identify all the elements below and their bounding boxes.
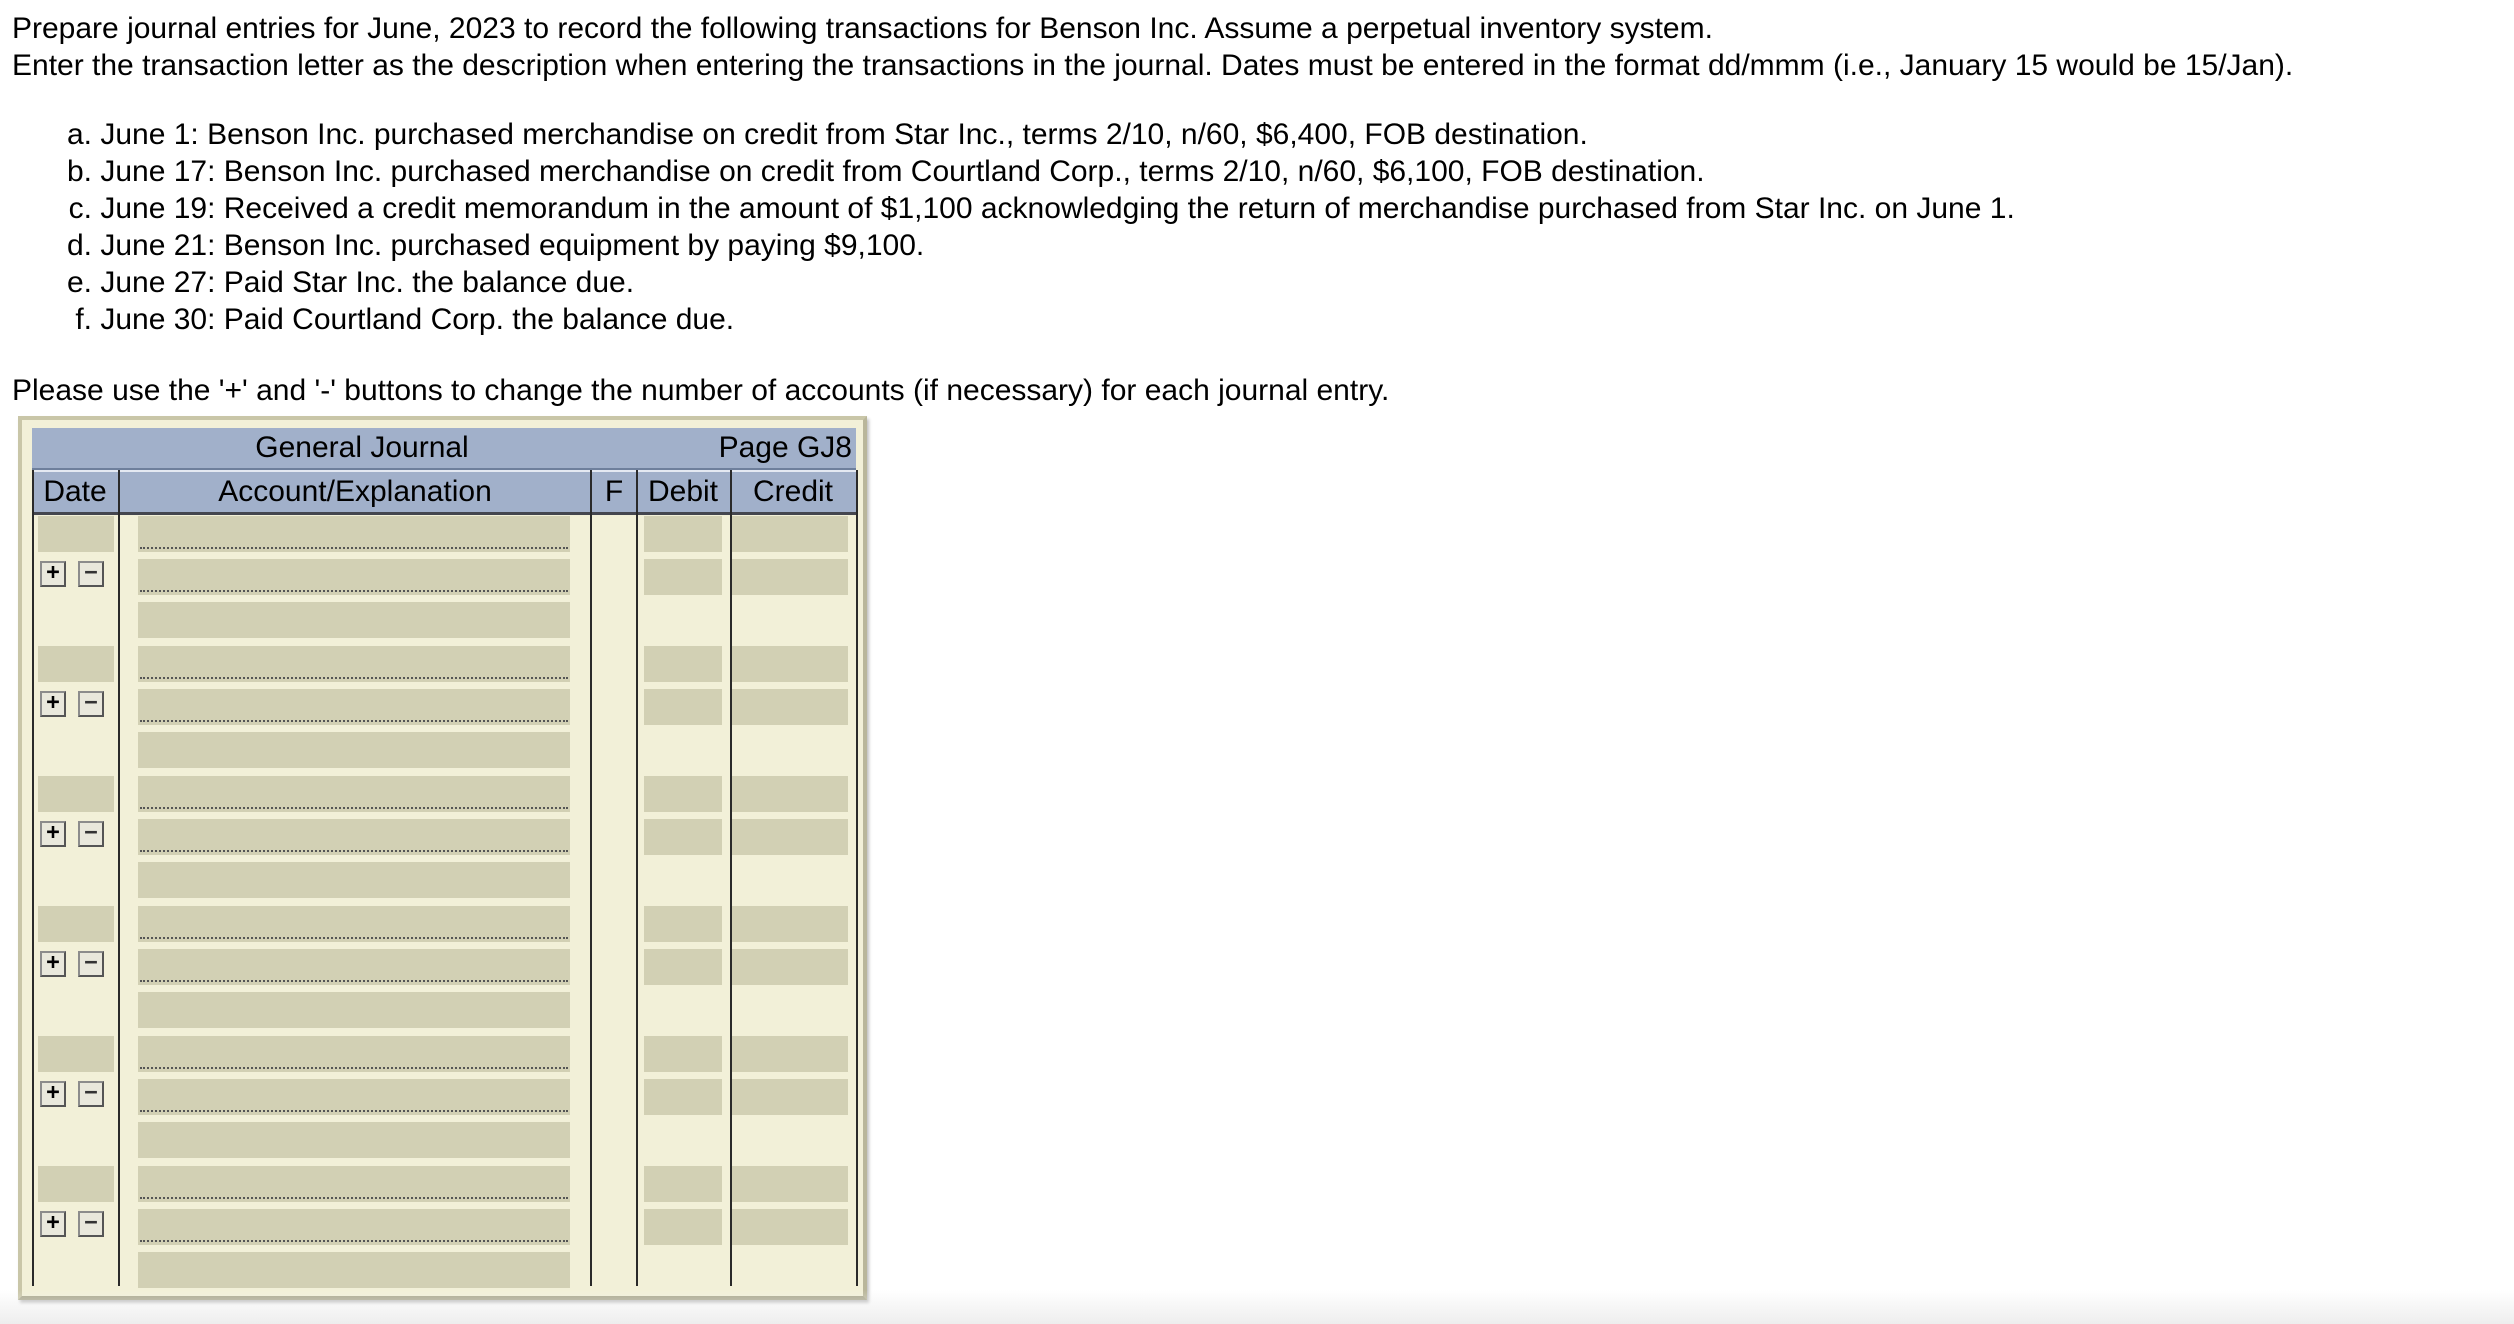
input-underline	[140, 720, 568, 722]
journal-entry-6-credit-line	[32, 1205, 856, 1249]
input-underline	[140, 937, 568, 939]
column-header-f: F	[604, 475, 624, 508]
input-underline	[140, 677, 568, 679]
add-account-button[interactable]: +	[40, 691, 66, 717]
remove-account-button[interactable]: −	[78, 821, 104, 847]
explanation-input[interactable]	[138, 862, 570, 898]
journal-entry-1-credit-line	[32, 555, 856, 599]
input-underline	[140, 980, 568, 982]
account-input[interactable]	[138, 559, 570, 595]
transaction-letter: c.	[68, 192, 92, 225]
credit-input[interactable]	[732, 906, 848, 942]
input-underline	[140, 590, 568, 592]
row-buttons	[40, 951, 104, 977]
journal-entry-1-explanation-line	[32, 598, 856, 642]
debit-input[interactable]	[644, 1036, 722, 1072]
journal-entry-2-credit-line	[32, 685, 856, 729]
transaction-e	[55, 264, 2015, 301]
debit-input[interactable]	[644, 949, 722, 985]
buttons-note: Please use the '+' and '-' buttons to change the number of accounts (if necessary) for each journal entry.	[12, 374, 1390, 407]
transaction-f	[55, 301, 2015, 338]
journal-entry-4-debit-line	[32, 902, 856, 946]
add-account-button[interactable]: +	[40, 561, 66, 587]
debit-input[interactable]	[644, 1166, 722, 1202]
journal-entry-3-debit-line	[32, 772, 856, 816]
date-input[interactable]	[38, 776, 114, 812]
journal-entry-5-explanation-line	[32, 1118, 856, 1162]
add-account-button[interactable]: +	[40, 951, 66, 977]
debit-input[interactable]	[644, 646, 722, 682]
general-journal	[18, 416, 867, 1300]
add-account-button[interactable]: +	[40, 1081, 66, 1107]
transaction-text: June 19: Received a credit memorandum in the amount of $1,100 acknowledging the return of merchandise purchased from Star Inc. on June 1.	[100, 192, 2015, 225]
row-buttons	[40, 821, 104, 847]
transaction-text: June 1: Benson Inc. purchased merchandise on credit from Star Inc., terms 2/10, n/60, $6,400, FOB destination.	[100, 118, 1588, 151]
row-buttons	[40, 1211, 104, 1237]
input-underline	[140, 850, 568, 852]
transaction-text: June 30: Paid Courtland Corp. the balance due.	[100, 303, 735, 336]
input-underline	[140, 547, 568, 549]
transaction-text: June 21: Benson Inc. purchased equipment by paying $9,100.	[100, 229, 925, 262]
credit-input[interactable]	[732, 516, 848, 552]
explanation-input[interactable]	[138, 602, 570, 638]
date-input[interactable]	[38, 906, 114, 942]
account-input[interactable]	[138, 646, 570, 682]
transaction-letter: f.	[75, 303, 92, 336]
debit-input[interactable]	[644, 906, 722, 942]
transaction-text: June 27: Paid Star Inc. the balance due.	[100, 266, 635, 299]
debit-input[interactable]	[644, 516, 722, 552]
journal-title-bar	[32, 428, 856, 470]
debit-input[interactable]	[644, 1079, 722, 1115]
input-underline	[140, 1197, 568, 1199]
journal-entry-3-credit-line	[32, 815, 856, 859]
journal-entry-5-debit-line	[32, 1032, 856, 1076]
instruction-line-2: Enter the transaction letter as the description when entering the transactions in the journal. Dates must be entered in the format dd/mmm (i.e., January 15 would be 15/Jan).	[12, 49, 2294, 82]
journal-page: Page GJ8	[718, 431, 852, 464]
journal-entry-5-credit-line	[32, 1075, 856, 1119]
row-buttons	[40, 561, 104, 587]
journal-entry-2-explanation-line	[32, 728, 856, 772]
input-underline	[140, 807, 568, 809]
transaction-letter: b.	[66, 155, 92, 188]
date-input[interactable]	[38, 1036, 114, 1072]
transaction-c	[55, 190, 2015, 227]
input-underline	[140, 1240, 568, 1242]
debit-input[interactable]	[644, 776, 722, 812]
transaction-a	[55, 116, 2015, 153]
column-header-date: Date	[43, 475, 107, 508]
input-underline	[140, 1067, 568, 1069]
transaction-b	[55, 153, 2015, 190]
explanation-input[interactable]	[138, 1122, 570, 1158]
account-input[interactable]	[138, 819, 570, 855]
input-underline	[140, 1110, 568, 1112]
transaction-d	[55, 227, 2015, 264]
column-header-credit: Credit	[752, 475, 834, 508]
add-account-button[interactable]: +	[40, 821, 66, 847]
account-input[interactable]	[138, 949, 570, 985]
journal-entry-4-credit-line	[32, 945, 856, 989]
transaction-text: June 17: Benson Inc. purchased merchandise on credit from Courtland Corp., terms 2/10, n/60, $6,100, FOB destination.	[100, 155, 1705, 188]
debit-input[interactable]	[644, 1209, 722, 1245]
account-input[interactable]	[138, 776, 570, 812]
transaction-letter: d.	[66, 229, 92, 262]
remove-account-button[interactable]: −	[78, 561, 104, 587]
journal-entry-3-explanation-line	[32, 858, 856, 902]
account-input[interactable]	[138, 1036, 570, 1072]
journal-title: General Journal	[255, 431, 469, 464]
transaction-letter: a.	[66, 118, 92, 151]
account-input[interactable]	[138, 1166, 570, 1202]
credit-input[interactable]	[732, 776, 848, 812]
account-input[interactable]	[138, 516, 570, 552]
account-input[interactable]	[138, 906, 570, 942]
credit-input[interactable]	[732, 1079, 848, 1115]
explanation-input[interactable]	[138, 992, 570, 1028]
remove-account-button[interactable]: −	[78, 1211, 104, 1237]
transaction-letter: e.	[66, 266, 92, 299]
credit-input[interactable]	[732, 1209, 848, 1245]
divider	[856, 470, 858, 1286]
row-buttons	[40, 1081, 104, 1107]
instruction-line-1: Prepare journal entries for June, 2023 to record the following transactions for Benson Inc. Assume a perpetual inventory system.	[12, 12, 1713, 45]
account-input[interactable]	[138, 689, 570, 725]
row-buttons	[40, 691, 104, 717]
debit-input[interactable]	[644, 559, 722, 595]
debit-input[interactable]	[644, 689, 722, 725]
journal-entry-2-debit-line	[32, 642, 856, 686]
page-bottom-fade	[0, 1290, 2514, 1324]
column-header-account: Account/Explanation	[218, 475, 492, 508]
credit-input[interactable]	[732, 559, 848, 595]
credit-input[interactable]	[732, 689, 848, 725]
date-input[interactable]	[38, 1166, 114, 1202]
journal-entry-6-debit-line	[32, 1162, 856, 1206]
remove-account-button[interactable]: −	[78, 691, 104, 717]
journal-entry-4-explanation-line	[32, 988, 856, 1032]
date-input[interactable]	[38, 516, 114, 552]
credit-input[interactable]	[732, 1166, 848, 1202]
date-input[interactable]	[38, 646, 114, 682]
journal-entry-6-explanation-line	[32, 1248, 856, 1292]
transaction-list	[55, 116, 2015, 338]
instructions	[12, 10, 2293, 84]
journal-entry-1-debit-line	[32, 512, 856, 556]
add-account-button[interactable]: +	[40, 1211, 66, 1237]
column-header-debit: Debit	[647, 475, 719, 508]
remove-account-button[interactable]: −	[78, 1081, 104, 1107]
explanation-input[interactable]	[138, 1252, 570, 1288]
credit-input[interactable]	[732, 1036, 848, 1072]
account-input[interactable]	[138, 1209, 570, 1245]
debit-input[interactable]	[644, 819, 722, 855]
journal-column-headers	[32, 470, 856, 515]
credit-input[interactable]	[732, 646, 848, 682]
remove-account-button[interactable]: −	[78, 951, 104, 977]
credit-input[interactable]	[732, 949, 848, 985]
explanation-input[interactable]	[138, 732, 570, 768]
account-input[interactable]	[138, 1079, 570, 1115]
credit-input[interactable]	[732, 819, 848, 855]
